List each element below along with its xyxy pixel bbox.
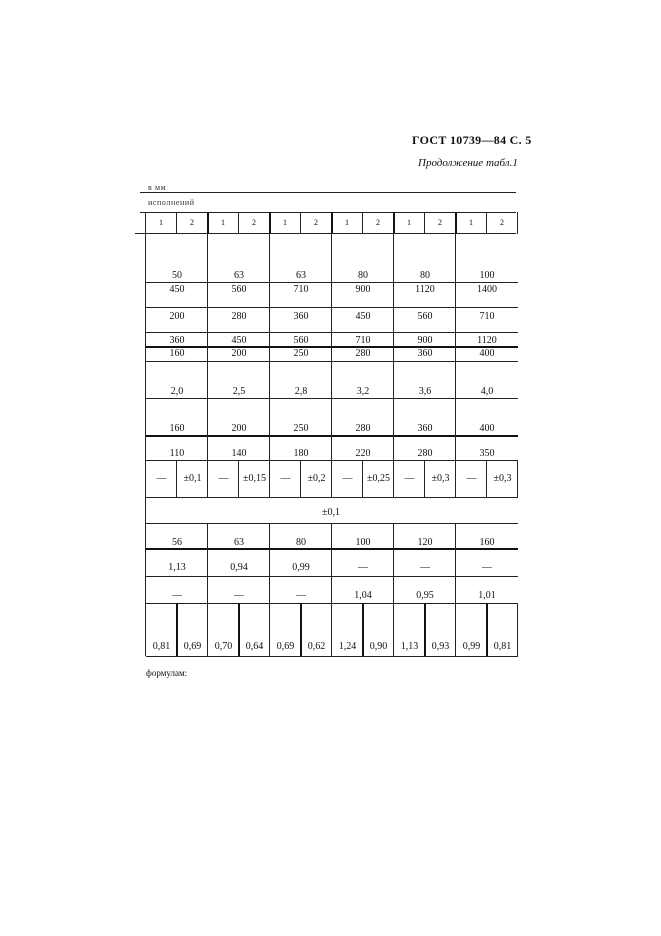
grid-line: [393, 212, 395, 234]
grid-line: [145, 603, 146, 656]
table-cell: 1,13: [168, 562, 186, 573]
bottom-cell: 0,69: [276, 641, 295, 652]
row-divider: [146, 332, 518, 333]
table-cell: 1120: [415, 284, 435, 295]
table-cell: 1120: [477, 335, 497, 346]
table-cell: 560: [231, 284, 247, 295]
table-cell: 3,6: [418, 386, 432, 397]
grid-line: [300, 460, 301, 497]
bottom-cell: 1,24: [338, 641, 357, 652]
grid-line: [424, 603, 426, 656]
table-cell: —: [420, 562, 430, 573]
grid-line: [331, 460, 332, 497]
table-cell: 400: [479, 348, 495, 359]
table-cell: 280: [417, 448, 433, 459]
grid-line: [238, 212, 239, 234]
row-divider: [146, 548, 518, 550]
grid-line: [331, 523, 332, 603]
tolerance-cell: —: [342, 473, 353, 484]
grid-line: [269, 523, 270, 603]
table-cell: 560: [417, 311, 433, 322]
grid-line: [331, 212, 333, 234]
table-cell: 160: [169, 423, 185, 434]
tolerance-cell: ±0,15: [243, 473, 266, 484]
tolerance-cell: ±0,1: [183, 473, 202, 484]
tolerance-cell: ±0,3: [431, 473, 450, 484]
grid-line: [176, 212, 177, 234]
tolerance-cell: —: [466, 473, 477, 484]
table-cell: 710: [355, 335, 371, 346]
tolerance-cell: —: [218, 473, 229, 484]
grid-line: [362, 603, 364, 656]
grid-line: [207, 233, 208, 460]
table-cell: 710: [479, 311, 495, 322]
column-header: 2: [500, 218, 504, 227]
grid-line: [517, 212, 518, 234]
row-divider: [146, 497, 518, 498]
units-label: в мм: [148, 183, 167, 192]
table-cell: 450: [355, 311, 371, 322]
table-cell: 250: [293, 423, 309, 434]
table-cell: —: [296, 590, 306, 601]
table-cell: 900: [417, 335, 433, 346]
table-cell: 63: [234, 270, 244, 281]
table-cell: 280: [231, 311, 247, 322]
table-cell: 1,01: [478, 590, 496, 601]
grid-line: [393, 460, 394, 497]
table-cell: 180: [293, 448, 309, 459]
bottom-cell: 1,13: [400, 641, 419, 652]
column-header: 2: [314, 218, 318, 227]
grid-line: [424, 212, 425, 234]
table-cell: 1400: [477, 284, 497, 295]
table-cell: 220: [355, 448, 371, 459]
grid-line: [362, 460, 363, 497]
bottom-cell: 0,81: [152, 641, 171, 652]
grid-line: [269, 233, 270, 460]
grid-line: [455, 233, 456, 460]
table-cell: 450: [231, 335, 247, 346]
table-cell: 160: [479, 537, 495, 548]
tolerance-cell: —: [156, 473, 167, 484]
table-cell: 280: [355, 423, 371, 434]
grid-line: [455, 523, 456, 603]
tolerance-cell: ±0,25: [367, 473, 390, 484]
table-cell: 360: [417, 348, 433, 359]
row-divider: [146, 398, 518, 399]
table-cell: 3,2: [356, 386, 370, 397]
page-header: ГОСТ 10739—84 С. 5: [412, 133, 532, 147]
table-cell: 80: [420, 270, 430, 281]
merged-cell: ±0,1: [322, 507, 340, 518]
column-header: 2: [376, 218, 380, 227]
grid-line: [362, 212, 363, 234]
grid-line: [393, 523, 394, 603]
bottom-cell: 0,90: [369, 641, 388, 652]
grid-line: [455, 212, 457, 234]
table-cell: 280: [355, 348, 371, 359]
rule-versions: [140, 212, 516, 213]
table-cell: 100: [479, 270, 495, 281]
table-cell: 50: [172, 270, 182, 281]
grid-line: [393, 233, 394, 460]
grid-line: [331, 603, 332, 656]
bottom-cell: 0,62: [307, 641, 326, 652]
grid-line: [145, 233, 146, 460]
grid-line: [207, 523, 208, 603]
bottom-cell: 0,64: [245, 641, 264, 652]
grid-line: [486, 603, 488, 656]
column-header: 1: [159, 218, 163, 227]
row-divider: [146, 361, 518, 362]
table-cell: 560: [293, 335, 309, 346]
table-cell: 900: [355, 284, 371, 295]
continuation-label: Продолжение табл.1: [418, 157, 518, 169]
column-header: 1: [221, 218, 225, 227]
bottom-cell: 0,69: [183, 641, 202, 652]
grid-line: [269, 212, 271, 234]
column-header: 2: [438, 218, 442, 227]
grid-line: [269, 460, 270, 497]
row-divider: [146, 307, 518, 308]
grid-line: [145, 460, 146, 497]
table-cell: 360: [169, 335, 185, 346]
table-cell: 0,99: [292, 562, 310, 573]
table-cell: 2,5: [232, 386, 246, 397]
column-header: 2: [252, 218, 256, 227]
table-cell: 80: [358, 270, 368, 281]
grid-line: [238, 460, 239, 497]
grid-line: [238, 603, 240, 656]
grid-line: [269, 603, 270, 656]
row-divider: [146, 523, 518, 524]
table-cell: 250: [293, 348, 309, 359]
tolerance-cell: —: [404, 473, 415, 484]
bottom-cell: 0,70: [214, 641, 233, 652]
table-cell: 360: [417, 423, 433, 434]
table-cell: 100: [355, 537, 371, 548]
table-cell: 1,04: [354, 590, 372, 601]
table-cell: 350: [479, 448, 495, 459]
grid-line: [207, 212, 209, 234]
grid-line: [207, 460, 208, 497]
row-divider: [146, 656, 518, 657]
table-cell: 160: [169, 348, 185, 359]
grid-line: [176, 460, 177, 497]
table-cell: 2,8: [294, 386, 308, 397]
table-cell: 0,95: [416, 590, 434, 601]
table-cell: 710: [293, 284, 309, 295]
table-cell: 450: [169, 284, 185, 295]
column-header: 2: [190, 218, 194, 227]
table-cell: 63: [296, 270, 306, 281]
tolerance-cell: ±0,2: [307, 473, 326, 484]
grid-line: [145, 497, 146, 523]
table-cell: 56: [172, 537, 182, 548]
grid-line: [517, 460, 518, 497]
table-cell: —: [234, 590, 244, 601]
versions-label: исполнений: [148, 198, 195, 207]
table-cell: —: [172, 590, 182, 601]
table-cell: 2,0: [170, 386, 184, 397]
table-cell: 200: [169, 311, 185, 322]
row-divider: [146, 460, 518, 461]
table-cell: —: [358, 562, 368, 573]
footer-label: формулам:: [146, 668, 188, 678]
grid-line: [424, 460, 425, 497]
column-header: 1: [407, 218, 411, 227]
table-cell: 63: [234, 537, 244, 548]
bottom-cell: 0,99: [462, 641, 481, 652]
grid-line: [135, 233, 516, 234]
table-cell: 4,0: [480, 386, 494, 397]
row-divider: [146, 435, 518, 437]
grid-line: [145, 212, 146, 234]
column-header: 1: [469, 218, 473, 227]
grid-line: [393, 603, 394, 656]
table-cell: 400: [479, 423, 495, 434]
table-cell: 200: [231, 348, 247, 359]
row-divider: [146, 282, 518, 283]
grid-line: [486, 460, 487, 497]
table-cell: 200: [231, 423, 247, 434]
grid-line: [176, 603, 178, 656]
column-header: 1: [345, 218, 349, 227]
bottom-cell: 0,93: [431, 641, 450, 652]
grid-line: [207, 603, 208, 656]
grid-line: [486, 212, 487, 234]
table-cell: —: [482, 562, 492, 573]
grid-line: [145, 523, 146, 603]
column-header: 1: [283, 218, 287, 227]
grid-line: [300, 603, 302, 656]
table-cell: 0,94: [230, 562, 248, 573]
tolerance-cell: —: [280, 473, 291, 484]
table-cell: 140: [231, 448, 247, 459]
bottom-cell: 0,81: [493, 641, 512, 652]
grid-line: [517, 603, 518, 656]
row-divider: [146, 576, 518, 577]
table-cell: 80: [296, 537, 306, 548]
rule-top: [140, 192, 516, 193]
row-divider: [146, 603, 518, 604]
tolerance-cell: ±0,3: [493, 473, 512, 484]
table-cell: 110: [169, 448, 185, 459]
grid-line: [455, 460, 456, 497]
grid-line: [331, 233, 332, 460]
table-cell: 360: [293, 311, 309, 322]
grid-line: [300, 212, 301, 234]
table-cell: 120: [417, 537, 433, 548]
grid-line: [455, 603, 456, 656]
